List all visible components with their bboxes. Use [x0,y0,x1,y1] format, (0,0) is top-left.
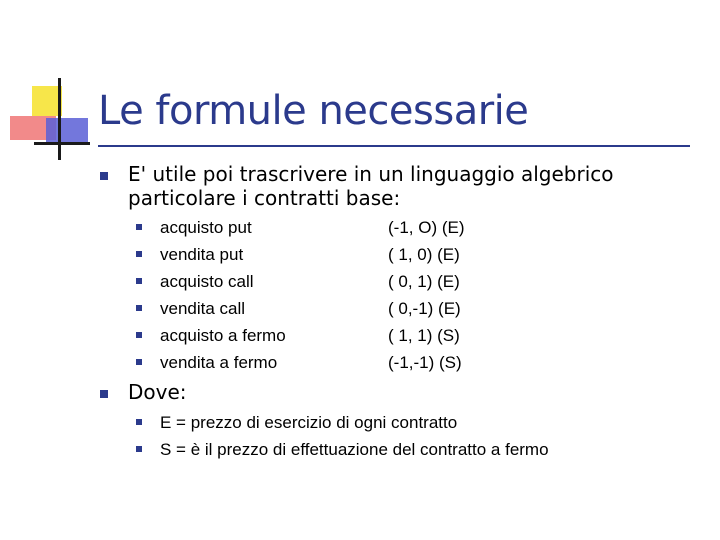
contract-name: acquisto call [160,272,254,291]
bullet-icon [136,251,142,257]
contract-name: vendita a fermo [160,353,278,372]
definition-line: E = prezzo di esercizio di ogni contratto [160,413,458,432]
contract-name: vendita put [160,245,244,264]
contract-name: vendita call [160,299,246,318]
contract-code: ( 1, 0) (E) [388,245,460,264]
bullet-icon [136,446,142,452]
bullet-icon [136,305,142,311]
title-underline [98,145,690,147]
intro-line-2: particolare i contratti base: [128,186,401,210]
contract-code: (-1,-1) (S) [388,353,462,372]
definition-line: S = è il prezzo di effettuazione del contratto a fermo [160,440,549,459]
contract-code: ( 0,-1) (E) [388,299,461,318]
logo-vertical-line [58,78,61,160]
bullet-icon [136,419,142,425]
intro-line-1: E' utile poi trascrivere in un linguaggio algebrico [128,162,614,186]
bullet-icon [136,224,142,230]
slide-logo-decoration [0,0,100,170]
bullet-icon [100,172,108,180]
bullet-icon [100,390,108,398]
bullet-icon [136,332,142,338]
contract-code: (-1, O) (E) [388,218,465,237]
dove-heading: Dove: [128,380,187,404]
contract-code: ( 1, 1) (S) [388,326,460,345]
contract-name: acquisto put [160,218,252,237]
contract-code: ( 0, 1) (E) [388,272,460,291]
contract-name: acquisto a fermo [160,326,286,345]
slide-title: Le formule necessarie [98,88,529,134]
bullet-icon [136,359,142,365]
bullet-icon [136,278,142,284]
logo-horizontal-line [34,142,90,145]
logo-blue-square [46,118,88,144]
